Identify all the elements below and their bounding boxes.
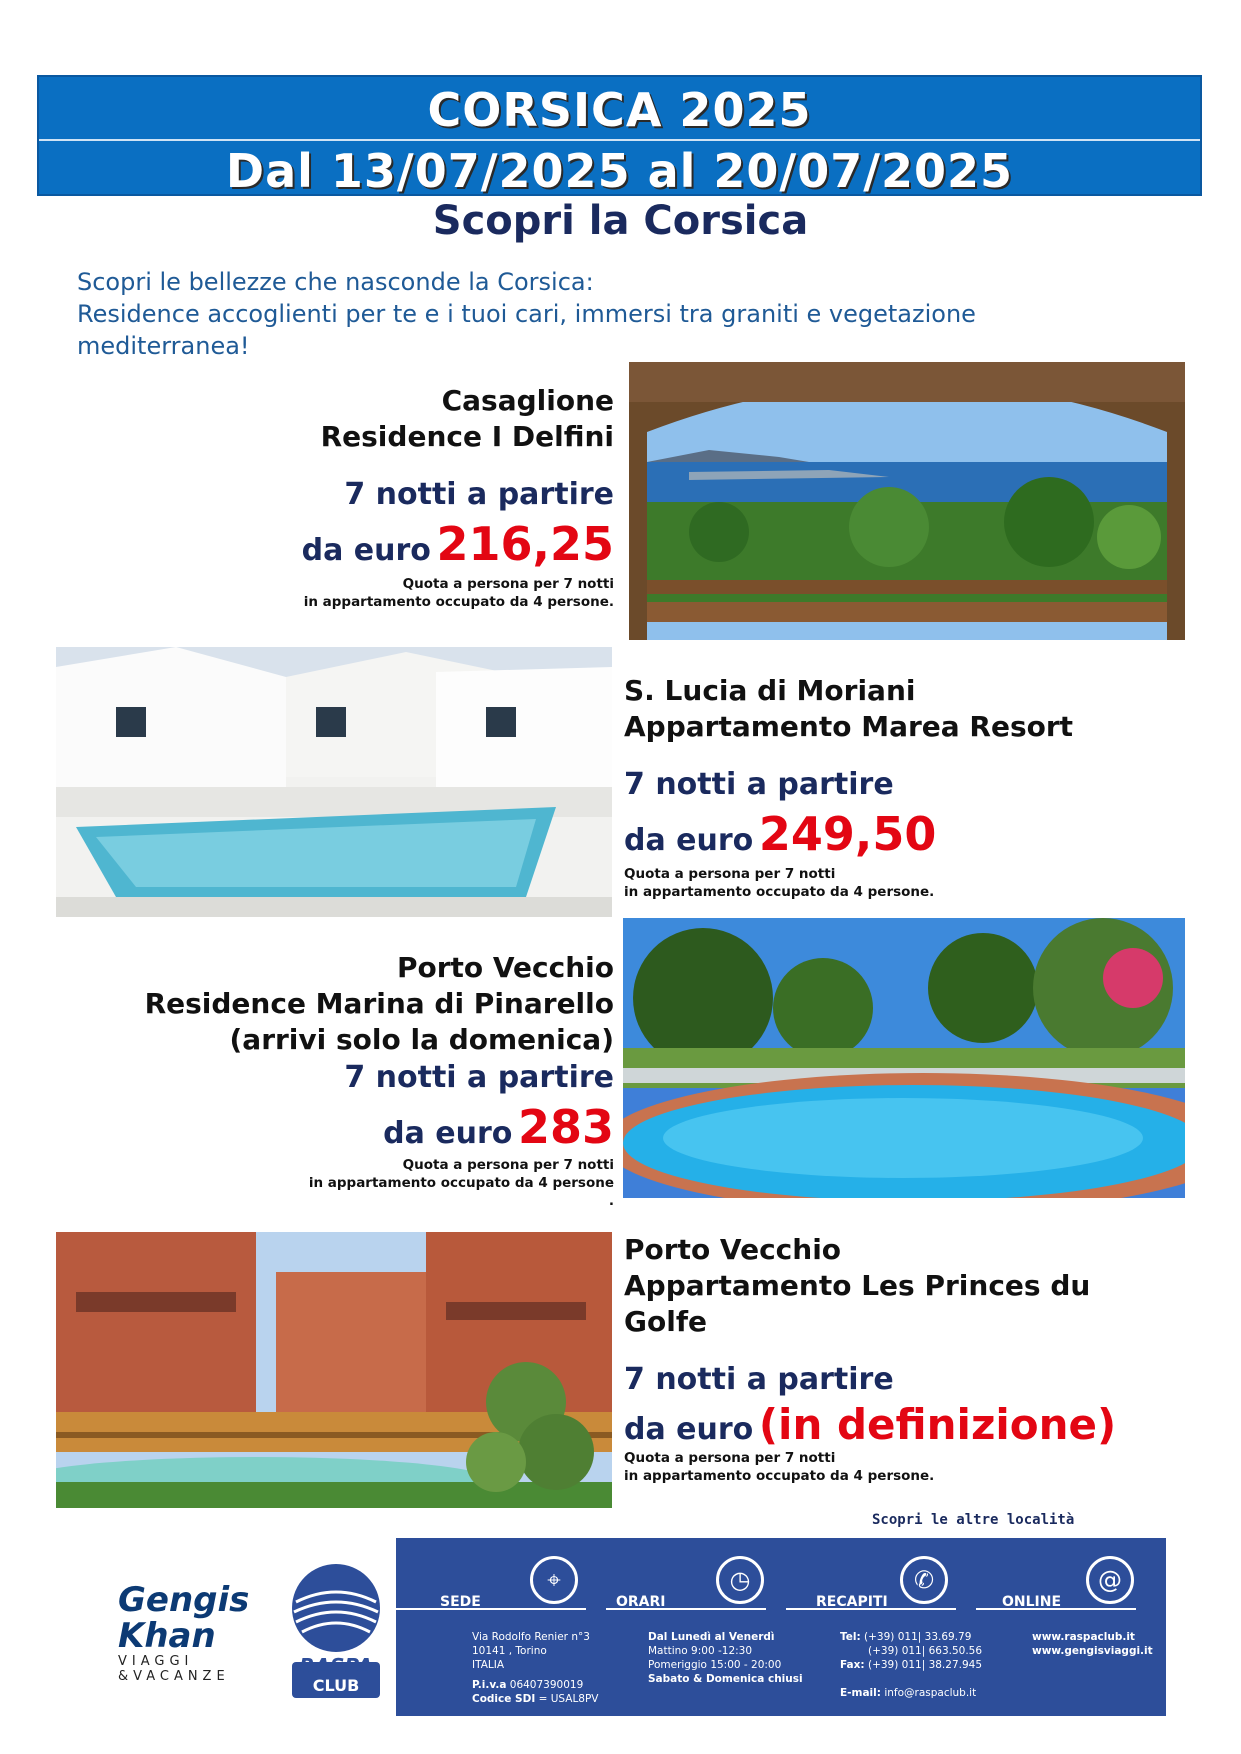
offer-from: da euro xyxy=(624,823,754,858)
offer-property: Appartamento Les Princes du xyxy=(624,1269,1091,1302)
logo-tagline: &VACANZE xyxy=(118,1669,230,1684)
address-line: ITALIA xyxy=(472,1659,505,1671)
sdi-line: Codice SDI = USAL8PV xyxy=(472,1693,599,1705)
offer-nights: 7 notti a partire xyxy=(344,477,614,512)
phone-line[interactable]: Tel: (+39) 011| 33.69.79 xyxy=(840,1631,972,1643)
phone-icon: ✆ xyxy=(900,1556,948,1604)
offer-2-photo xyxy=(56,647,612,917)
offer-property: Golfe xyxy=(624,1305,707,1338)
hours-line: Pomeriggio 15:00 - 20:00 xyxy=(648,1659,782,1671)
raspa-club-logo xyxy=(288,1562,384,1702)
offer-note: Quota a persona per 7 notti xyxy=(402,1157,614,1173)
offer-note: Quota a persona per 7 notti xyxy=(624,866,836,882)
phone-line[interactable]: (+39) 011| 663.50.56 xyxy=(868,1645,983,1657)
offer-nights: 7 notti a partire xyxy=(624,767,894,802)
offer-note: . xyxy=(608,1193,614,1209)
date-range: Dal 13/07/2025 al 20/07/2025 xyxy=(225,144,1014,198)
offer-note: in appartamento occupato da 4 persone. xyxy=(624,884,935,900)
intro-text xyxy=(77,266,1077,362)
hours-line: Dal Lunedì al Venerdì xyxy=(648,1631,775,1643)
fax-line: Fax: (+39) 011| 38.27.945 xyxy=(840,1659,983,1671)
offer-1-details xyxy=(150,383,614,611)
hours-line: Sabato & Domenica chiusi xyxy=(648,1673,803,1685)
offer-note: Quota a persona per 7 notti xyxy=(624,1450,836,1466)
offer-from: da euro xyxy=(301,533,431,568)
offer-from: da euro xyxy=(624,1412,754,1447)
contact-footer xyxy=(396,1538,1166,1716)
footer-rule xyxy=(396,1608,586,1610)
offer-place: S. Lucia di Moriani xyxy=(624,674,916,707)
website-link[interactable]: www.raspaclub.it xyxy=(1032,1631,1135,1643)
offer-3-details xyxy=(100,950,614,1210)
more-locations-link[interactable]: Scopri le altre località xyxy=(872,1512,1075,1528)
offer-place: Porto Vecchio xyxy=(396,951,614,984)
footer-sede-title: SEDE xyxy=(440,1594,481,1610)
offer-price-line xyxy=(624,1400,1164,1449)
logo-text: Gengis xyxy=(118,1580,250,1620)
offer-note: in appartamento occupato da 4 persone. xyxy=(303,594,614,610)
footer-recapiti-title: RECAPITI xyxy=(816,1594,888,1610)
banner-divider xyxy=(39,139,1200,141)
offer-price: (in definizione) xyxy=(758,1400,1117,1449)
offer-place: Casaglione xyxy=(441,384,614,417)
offer-price: 249,50 xyxy=(758,807,937,861)
logo-text: Khan xyxy=(118,1616,216,1656)
offer-from: da euro xyxy=(383,1116,513,1151)
offer-price: 283 xyxy=(517,1100,614,1154)
offer-price: 216,25 xyxy=(436,517,614,571)
globe-at-icon: @ xyxy=(1086,1556,1134,1604)
title-banner xyxy=(37,75,1202,196)
offer-4-details xyxy=(624,1232,1164,1485)
email-line[interactable]: E-mail: info@raspaclub.it xyxy=(840,1687,977,1699)
footer-online-title: ONLINE xyxy=(1002,1594,1062,1610)
offer-nights: 7 notti a partire xyxy=(344,1060,614,1095)
offer-property: Residence I Delfini xyxy=(320,420,614,453)
footer-online-sites xyxy=(1032,1630,1153,1658)
address-line: 10141 , Torino xyxy=(472,1645,547,1657)
address-line: Via Rodolfo Renier n°3 xyxy=(472,1631,590,1643)
offer-note: in appartamento occupato da 4 persone. xyxy=(624,1468,935,1484)
offer-place: Porto Vecchio xyxy=(624,1233,842,1266)
hours-line: Mattino 9:00 -12:30 xyxy=(648,1645,753,1657)
footer-recapiti-contacts xyxy=(840,1630,982,1700)
clock-icon: ◷ xyxy=(716,1556,764,1604)
offer-nights: 7 notti a partire xyxy=(624,1362,894,1397)
footer-sede-address xyxy=(472,1630,599,1706)
logo-text: RASPA xyxy=(299,1654,373,1678)
intro-line: Scopri le bellezze che nasconde la Corsica: xyxy=(77,268,594,296)
offer-extra: (arrivi solo la domenica) xyxy=(229,1023,614,1056)
intro-line: Residence accoglienti per te e i tuoi cari, immersi tra graniti e vegetazione xyxy=(77,300,976,328)
page-title: CORSICA 2025 xyxy=(427,83,812,137)
footer-orari-title: ORARI xyxy=(616,1594,666,1610)
intro-line: mediterranea! xyxy=(77,332,250,360)
gengis-khan-logo xyxy=(118,1582,268,1684)
offer-price-line xyxy=(100,1100,614,1154)
vat-line: P.i.v.a 06407390019 xyxy=(472,1679,584,1691)
footer-orari-hours xyxy=(648,1630,803,1686)
offer-price-line xyxy=(150,517,614,571)
logo-tagline: VIAGGI xyxy=(118,1654,194,1669)
offer-3-photo xyxy=(623,918,1185,1198)
offer-1-photo xyxy=(629,362,1185,640)
website-link[interactable]: www.gengisviaggi.it xyxy=(1032,1645,1153,1657)
page-subtitle: Scopri la Corsica xyxy=(432,198,809,244)
logo-text: CLUB xyxy=(312,1676,360,1695)
offer-2-details xyxy=(624,673,1144,901)
offer-property: Residence Marina di Pinarello xyxy=(144,987,614,1020)
offer-property: Appartamento Marea Resort xyxy=(624,710,1074,743)
offer-note: Quota a persona per 7 notti xyxy=(402,576,614,592)
offer-4-photo xyxy=(56,1232,612,1508)
offer-price-line xyxy=(624,807,1144,861)
location-pin-icon: ⌖ xyxy=(530,1556,578,1604)
offer-note: in appartamento occupato da 4 persone xyxy=(308,1175,614,1191)
